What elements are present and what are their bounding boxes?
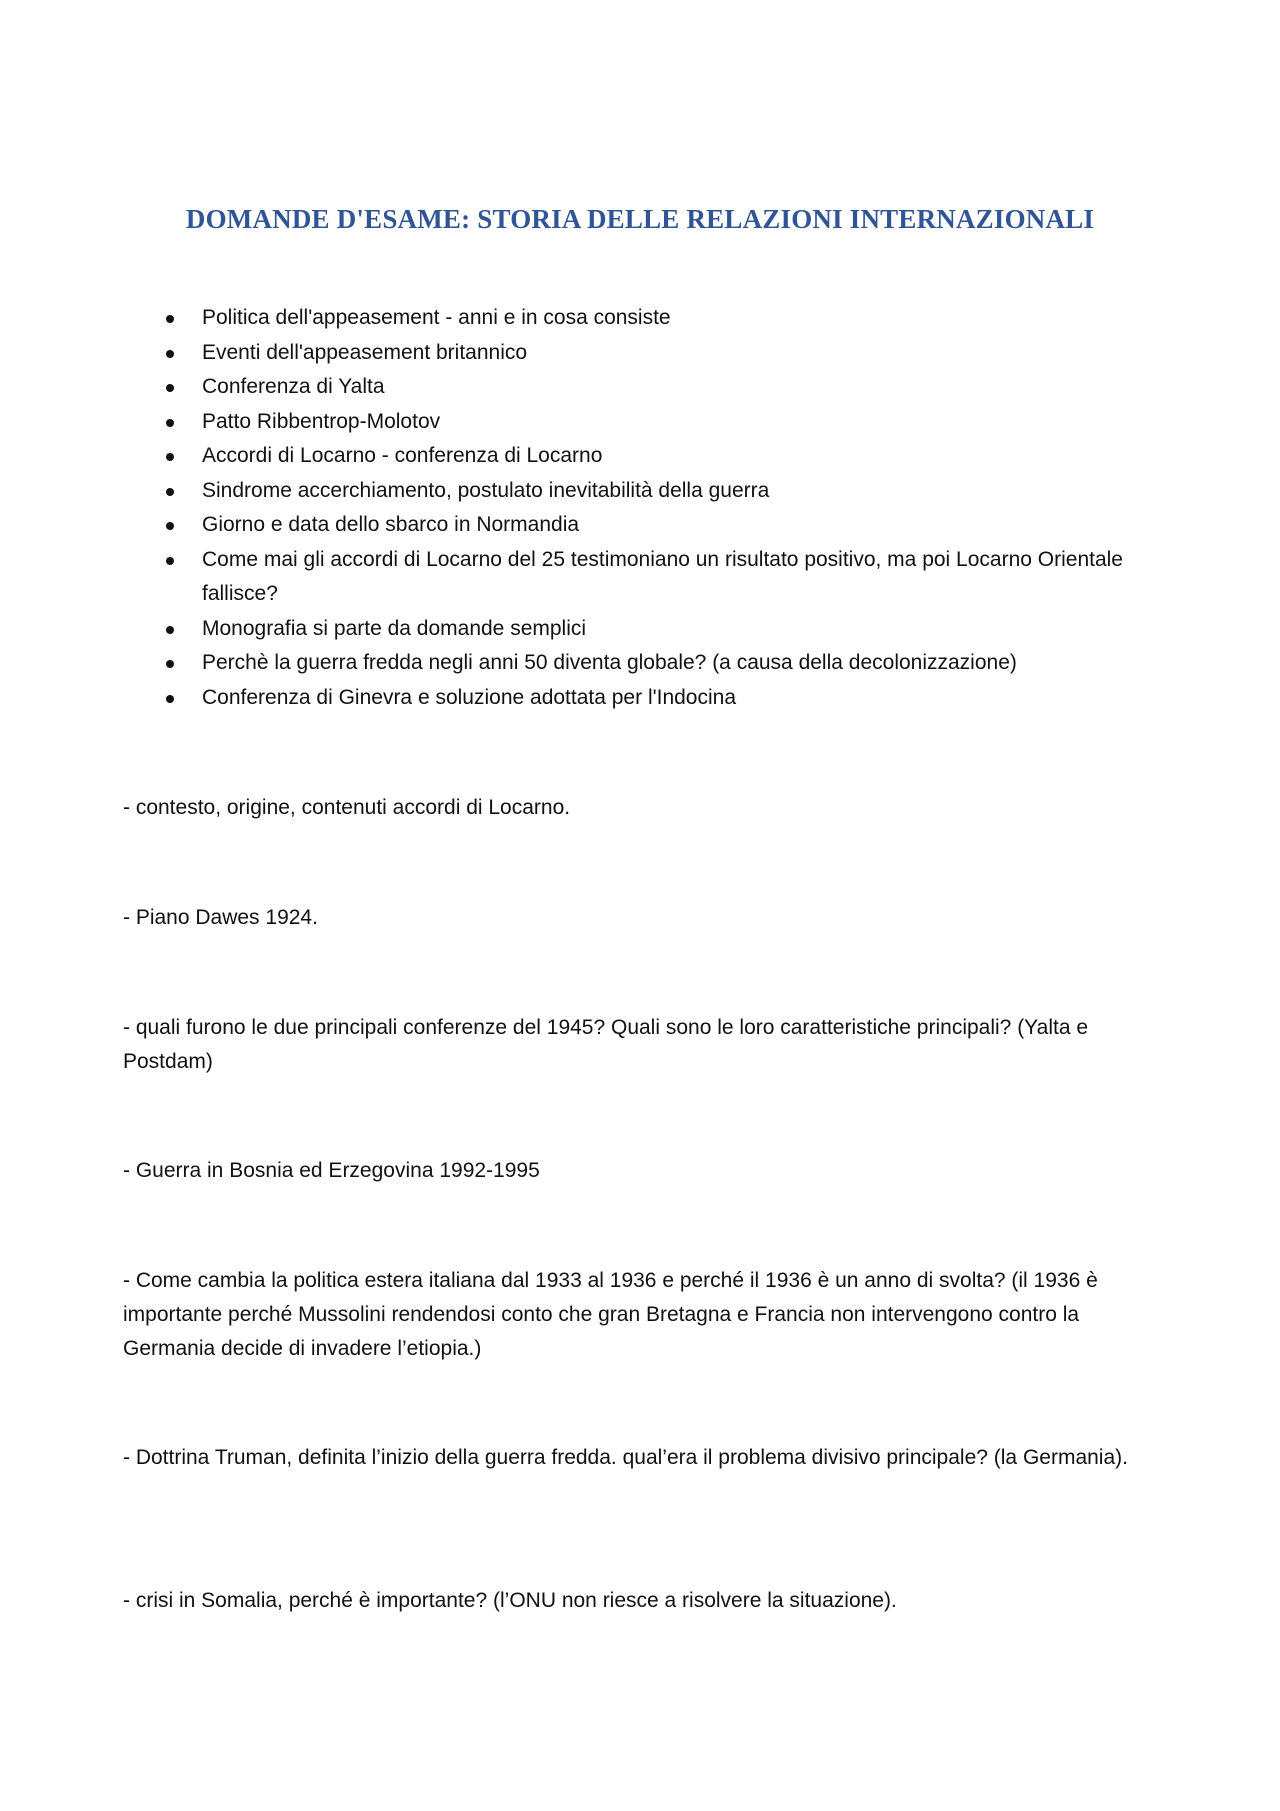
list-item-text: Politica dell'appeasement - anni e in cosa consiste: [202, 306, 671, 329]
paragraph-dawes: - Piano Dawes 1924.: [123, 906, 318, 929]
list-item-text: Conferenza di Ginevra e soluzione adottata per l'Indocina: [202, 685, 737, 709]
list-item: [162, 370, 1182, 405]
bullet-icon: [166, 557, 174, 565]
list-item-text: Monografia si parte da domande semplici: [202, 616, 587, 640]
list-item-text: Sindrome accerchiamento, postulato inevitabilità della guerra: [202, 478, 770, 502]
paragraph-conferences-1945: - quali furono le due principali conferenze del 1945? Quali sono le loro caratteristiche principali? (Yalta e Postdam): [123, 1016, 1089, 1073]
document-title: DOMANDE D'ESAME: STORIA DELLE RELAZIONI INTERNAZIONALI: [185, 204, 1095, 234]
list-item: [162, 336, 1182, 371]
bullet-icon: [166, 626, 174, 634]
exam-questions-list: [162, 301, 1182, 715]
paragraph-somalia: - crisi in Somalia, perché è importante? (l’ONU non riesce a risolvere la situazione).: [123, 1589, 897, 1612]
bullet-icon: [166, 350, 174, 358]
bullet-icon: [166, 695, 174, 703]
list-item: [162, 301, 1182, 336]
paragraph-locarno: - contesto, origine, contenuti accordi di Locarno.: [123, 796, 571, 819]
paragraph-truman-doctrine: - Dottrina Truman, definita l’inizio della guerra fredda. qual’era il problema divisivo principale? (la Germania).: [123, 1446, 1128, 1469]
list-item-text: Come mai gli accordi di Locarno del 25 testimoniano un risultato positivo, ma poi Locarno Orientale fallisce?: [202, 547, 1123, 605]
bullet-icon: [166, 315, 174, 323]
bullet-icon: [166, 419, 174, 427]
bullet-icon: [166, 522, 174, 530]
list-item: [162, 646, 1182, 681]
paragraph-bosnia: - Guerra in Bosnia ed Erzegovina 1992-1995: [123, 1159, 540, 1182]
list-item: [162, 681, 1182, 716]
list-item-text: Patto Ribbentrop-Molotov: [202, 409, 441, 433]
list-item: [162, 405, 1182, 440]
bullet-icon: [166, 488, 174, 496]
list-item-text: Accordi di Locarno - conferenza di Locarno: [202, 444, 603, 467]
list-item: [162, 612, 1182, 647]
list-item: [162, 508, 1182, 543]
list-item-text: Conferenza di Yalta: [202, 375, 385, 398]
list-item: [162, 439, 1182, 474]
paragraph-italian-foreign-policy: - Come cambia la politica estera italiana dal 1933 al 1936 e perché il 1936 è un anno di svolta? (il 1936 è importante perché Mussolini rendendosi conto che gran Bretagna e Francia non intervengono contro la Germania decide di invadere l’etiopia.): [123, 1269, 1098, 1360]
bullet-icon: [166, 660, 174, 668]
list-item-text: Eventi dell'appeasement britannico: [202, 340, 528, 364]
list-item: [162, 543, 1182, 612]
bullet-icon: [166, 384, 174, 392]
list-item-text: Perchè la guerra fredda negli anni 50 diventa globale? (a causa della decolonizzazione): [202, 651, 1017, 674]
bullet-icon: [166, 453, 174, 461]
list-item-text: Giorno e data dello sbarco in Normandia: [202, 513, 580, 536]
list-item: [162, 474, 1182, 509]
